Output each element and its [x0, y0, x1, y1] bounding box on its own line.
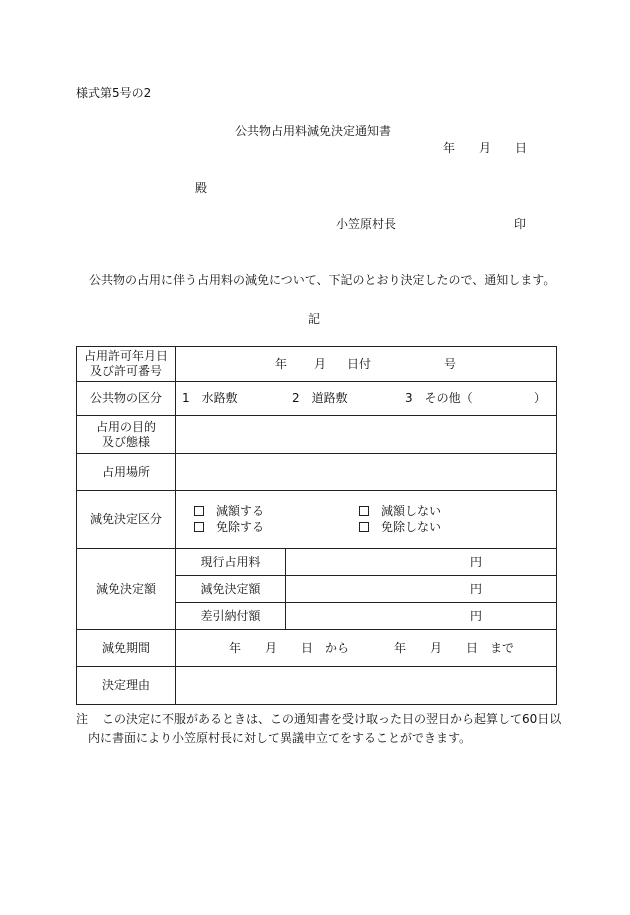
checkbox-icon — [194, 522, 204, 532]
permit-value[interactable] — [176, 347, 557, 382]
reason-value[interactable] — [176, 667, 557, 705]
yen-unit: 円 — [470, 609, 483, 623]
payment-amount-value[interactable] — [286, 603, 557, 630]
date-month: 月 — [479, 141, 492, 155]
payment-amount-label: 差引納付額 — [176, 603, 286, 630]
table-row — [77, 549, 557, 576]
table-row — [77, 491, 557, 549]
permit-year: 年 — [275, 357, 288, 371]
category-option-2: 2 道路敷 — [292, 391, 348, 405]
issuer-name: 小笠原村長 — [336, 217, 397, 231]
period-day-to: 日 まで — [466, 641, 515, 655]
permit-label-line-1: 占用許可年月日 — [83, 349, 168, 363]
yen-unit: 円 — [470, 555, 483, 569]
option-no-exempt-label: 免除しない — [381, 520, 442, 534]
period-value[interactable] — [176, 630, 557, 667]
purpose-label — [77, 416, 176, 454]
reduction-amount-value[interactable] — [286, 576, 557, 603]
place-label: 占用場所 — [77, 454, 176, 491]
decision-type-options — [176, 491, 557, 549]
permit-day: 日付 — [347, 357, 372, 371]
purpose-label-line-2: 及び態様 — [101, 434, 150, 449]
category-option-3: 3 その他（ — [405, 391, 473, 405]
table-row — [77, 416, 557, 454]
decision-type-label: 減免決定区分 — [77, 491, 176, 549]
checkbox-icon — [194, 506, 204, 516]
table-row — [77, 382, 557, 416]
period-day-from: 日 から — [301, 641, 350, 655]
category-option-1: 1 水路敷 — [182, 391, 238, 405]
period-year-to: 年 — [394, 641, 407, 655]
category-option-3-close: ） — [534, 391, 547, 405]
permit-month: 月 — [314, 357, 327, 371]
permit-label-line-2: 及び許可番号 — [89, 364, 162, 378]
date-year: 年 — [443, 141, 456, 155]
body-text: 公共物の占用に伴う占用料の減免について、下記のとおり決定したので、通知します。 — [89, 273, 556, 287]
purpose-value[interactable] — [176, 416, 557, 454]
option-no-reduce-label: 減額しない — [381, 504, 442, 518]
reason-label: 決定理由 — [77, 667, 176, 705]
option-reduce[interactable] — [194, 504, 264, 519]
date-day: 日 — [515, 141, 528, 155]
option-no-reduce[interactable] — [359, 504, 441, 519]
period-label: 減免期間 — [77, 630, 176, 667]
seal-mark: 印 — [514, 217, 527, 231]
table-row — [77, 630, 557, 667]
option-reduce-label: 減額する — [216, 504, 265, 518]
table-row — [77, 454, 557, 491]
current-fee-value[interactable] — [286, 549, 557, 576]
addressee-suffix: 殿 — [195, 181, 208, 195]
footnote — [76, 710, 566, 748]
category-label: 公共物の区分 — [77, 382, 176, 416]
checkbox-icon — [359, 506, 369, 516]
footnote-mark: 注 — [76, 712, 89, 726]
decision-table — [76, 346, 557, 705]
footnote-line-1 — [76, 710, 566, 729]
footnote-text-2: 内に書面により小笠原村長に対して異議申立てをすることができます。 — [88, 731, 472, 745]
option-no-exempt[interactable] — [359, 520, 441, 535]
permit-label — [77, 347, 176, 382]
reduction-amount-label: 減免決定額 — [176, 576, 286, 603]
ki-heading: 記 — [308, 312, 321, 326]
document-title: 公共物占用料減免決定通知書 — [235, 124, 392, 138]
table-row — [77, 347, 557, 382]
place-value[interactable] — [176, 454, 557, 491]
checkbox-icon — [359, 522, 369, 532]
period-month-from: 月 — [265, 641, 278, 655]
category-value[interactable] — [176, 382, 557, 416]
option-exempt[interactable] — [194, 520, 264, 535]
form-number: 様式第5号の2 — [76, 86, 152, 100]
purpose-label-line-1: 占用の目的 — [95, 419, 156, 434]
current-fee-label: 現行占用料 — [176, 549, 286, 576]
option-exempt-label: 免除する — [216, 520, 265, 534]
permit-number: 号 — [444, 357, 457, 371]
period-month-to: 月 — [430, 641, 443, 655]
period-year-from: 年 — [229, 641, 242, 655]
amount-label: 減免決定額 — [77, 549, 176, 630]
yen-unit: 円 — [470, 582, 483, 596]
footnote-text-1: この決定に不服があるときは、この通知書を受け取った日の翌日から起算して60日以 — [102, 712, 562, 726]
table-row — [77, 667, 557, 705]
